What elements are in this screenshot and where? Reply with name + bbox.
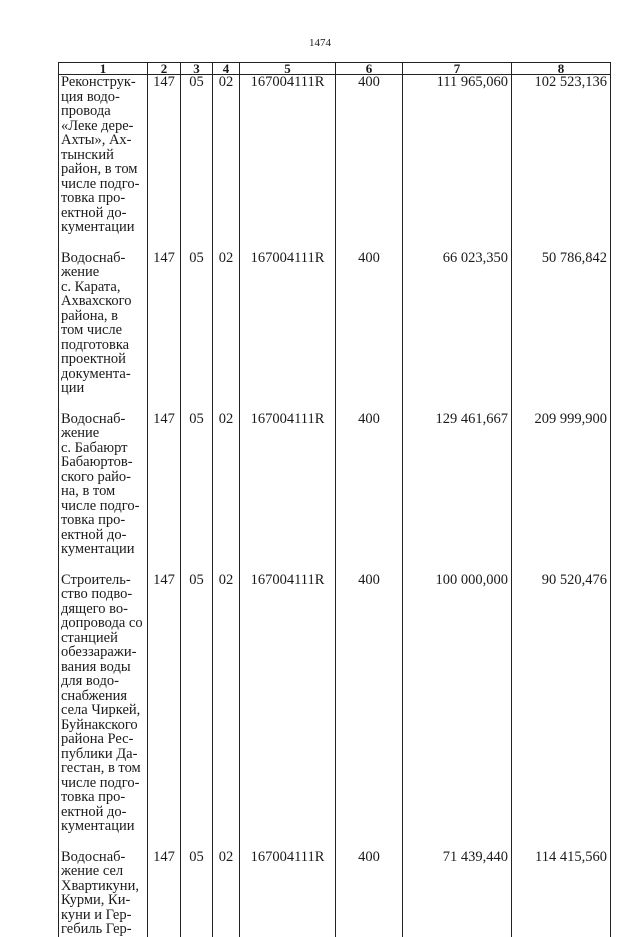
project-name-line: товка про- [61, 512, 126, 528]
section-code-cell: 05 [181, 850, 213, 937]
amount-col7-cell: 129 461,667 [403, 412, 512, 573]
project-name-line: района Рес- [61, 731, 134, 747]
column-header: 1 [59, 63, 148, 75]
project-name-line: ектной до- [61, 526, 127, 543]
project-name-line: ция водо- [61, 88, 120, 105]
project-name-line: Водоснаб- [61, 848, 126, 865]
target-article-cell: 167004111R [240, 251, 336, 412]
expense-type-cell: 400 [336, 850, 403, 937]
project-name-line: Реконструк- [61, 74, 136, 90]
project-name-cell [59, 573, 148, 850]
project-name-line: с. Карата, [61, 278, 121, 295]
project-name-cell [59, 412, 148, 573]
section-code-cell: 05 [181, 573, 213, 850]
project-name-line: числе подго- [61, 175, 140, 192]
project-name-line: куни и Гер- [61, 906, 132, 923]
project-name-line: числе подго- [61, 497, 140, 514]
section-code-cell: 05 [181, 251, 213, 412]
project-name-line: тынский [61, 146, 114, 163]
project-name-line: кументации [61, 541, 135, 557]
amount-col8-cell: 102 523,136 [512, 75, 611, 251]
project-name-line: Водоснаб- [61, 410, 126, 427]
expense-type-cell: 400 [336, 573, 403, 850]
project-name-line: «Леке дере- [61, 117, 134, 134]
ministry-code-cell: 147 [148, 412, 181, 573]
project-name-line: гестан, в том [61, 760, 141, 776]
section-code-cell: 05 [181, 75, 213, 251]
project-name-line: на, в том [61, 483, 116, 499]
project-name-line: для водо- [61, 673, 119, 689]
column-header: 3 [181, 63, 213, 75]
budget-table [58, 62, 611, 937]
expense-type-cell: 400 [336, 251, 403, 412]
project-name-line: ции [61, 380, 85, 396]
amount-col8-cell: 90 520,476 [512, 573, 611, 850]
project-name-line: вания воды [61, 658, 131, 675]
amount-col7-cell: 111 965,060 [403, 75, 512, 251]
budget-table-container [58, 62, 611, 937]
project-name-line: товка про- [61, 789, 126, 805]
project-name-line: Ахты», Ах- [61, 132, 132, 148]
amount-col7-cell: 71 439,440 [403, 850, 512, 937]
project-name-line: жение [61, 264, 100, 280]
project-name-line: с. Бабаюрт [61, 439, 128, 456]
ministry-code-cell: 147 [148, 850, 181, 937]
project-name-line: Курми, Ки- [61, 892, 131, 908]
ministry-code-cell: 147 [148, 573, 181, 850]
amount-col8-cell: 114 415,560 [512, 850, 611, 937]
page-number: 1474 [309, 37, 331, 49]
table-row [59, 75, 611, 251]
target-article-cell: 167004111R [240, 412, 336, 573]
project-name-line: кументации [61, 818, 135, 834]
subsection-code-cell: 02 [213, 850, 240, 937]
expense-type-cell: 400 [336, 412, 403, 573]
header-row [59, 63, 611, 75]
subsection-code-cell: 02 [213, 573, 240, 850]
amount-col8-cell: 50 786,842 [512, 251, 611, 412]
project-name-line: района, в [61, 307, 118, 324]
column-header: 7 [403, 63, 512, 75]
table-row [59, 850, 611, 937]
project-name-line: гебиль Гер- [61, 921, 132, 937]
project-name-line: Хвартикуни, [61, 877, 139, 894]
target-article-cell: 167004111R [240, 850, 336, 937]
project-name-line: ектной до- [61, 803, 127, 820]
project-name-line: обеззаражи- [61, 644, 137, 660]
project-name-line: публики Да- [61, 745, 138, 762]
section-code-cell: 05 [181, 412, 213, 573]
project-name-line: провода [61, 103, 111, 119]
project-name-line: товка про- [61, 190, 126, 206]
project-name-line: допровода со [61, 615, 143, 631]
amount-col7-cell: 66 023,350 [403, 251, 512, 412]
amount-col8-cell: 209 999,900 [512, 412, 611, 573]
subsection-code-cell: 02 [213, 75, 240, 251]
project-name-line: Бабаюртов- [61, 454, 133, 470]
amount-col7-cell: 100 000,000 [403, 573, 512, 850]
project-name-line: документа- [61, 365, 131, 382]
project-name-line: снабжения [61, 687, 128, 704]
target-article-cell: 167004111R [240, 573, 336, 850]
project-name-line: ского райо- [61, 468, 131, 485]
project-name-cell [59, 75, 148, 251]
project-name-cell [59, 850, 148, 937]
target-article-cell: 167004111R [240, 75, 336, 251]
project-name-line: ство подво- [61, 586, 133, 602]
ministry-code-cell: 147 [148, 251, 181, 412]
column-header: 8 [512, 63, 611, 75]
project-name-line: том числе [61, 322, 123, 338]
project-name-line: Строитель- [61, 571, 131, 588]
project-name-line: кументации [61, 219, 135, 235]
project-name-line: жение [61, 425, 100, 441]
project-name-line: жение сел [61, 863, 124, 879]
subsection-code-cell: 02 [213, 412, 240, 573]
project-name-line: ектной до- [61, 204, 127, 221]
project-name-line: подготовка [61, 336, 130, 353]
project-name-line: проектной [61, 351, 126, 367]
project-name-line: станцией [61, 629, 118, 646]
project-name-cell [59, 251, 148, 412]
project-name-line: район, в том [61, 161, 138, 177]
project-name-line: числе подго- [61, 774, 140, 791]
subsection-code-cell: 02 [213, 251, 240, 412]
table-row [59, 251, 611, 412]
project-name-line: Водоснаб- [61, 249, 126, 266]
project-name-line: дящего во- [61, 600, 128, 617]
project-name-line: села Чиркей, [61, 702, 141, 718]
column-header: 2 [148, 63, 181, 75]
table-row [59, 412, 611, 573]
project-name-line: Ахвахского [61, 293, 132, 309]
column-header: 6 [336, 63, 403, 75]
table-row [59, 573, 611, 850]
expense-type-cell: 400 [336, 75, 403, 251]
column-header: 5 [240, 63, 336, 75]
project-name-line: Буйнакского [61, 716, 138, 733]
column-header: 4 [213, 63, 240, 75]
ministry-code-cell: 147 [148, 75, 181, 251]
